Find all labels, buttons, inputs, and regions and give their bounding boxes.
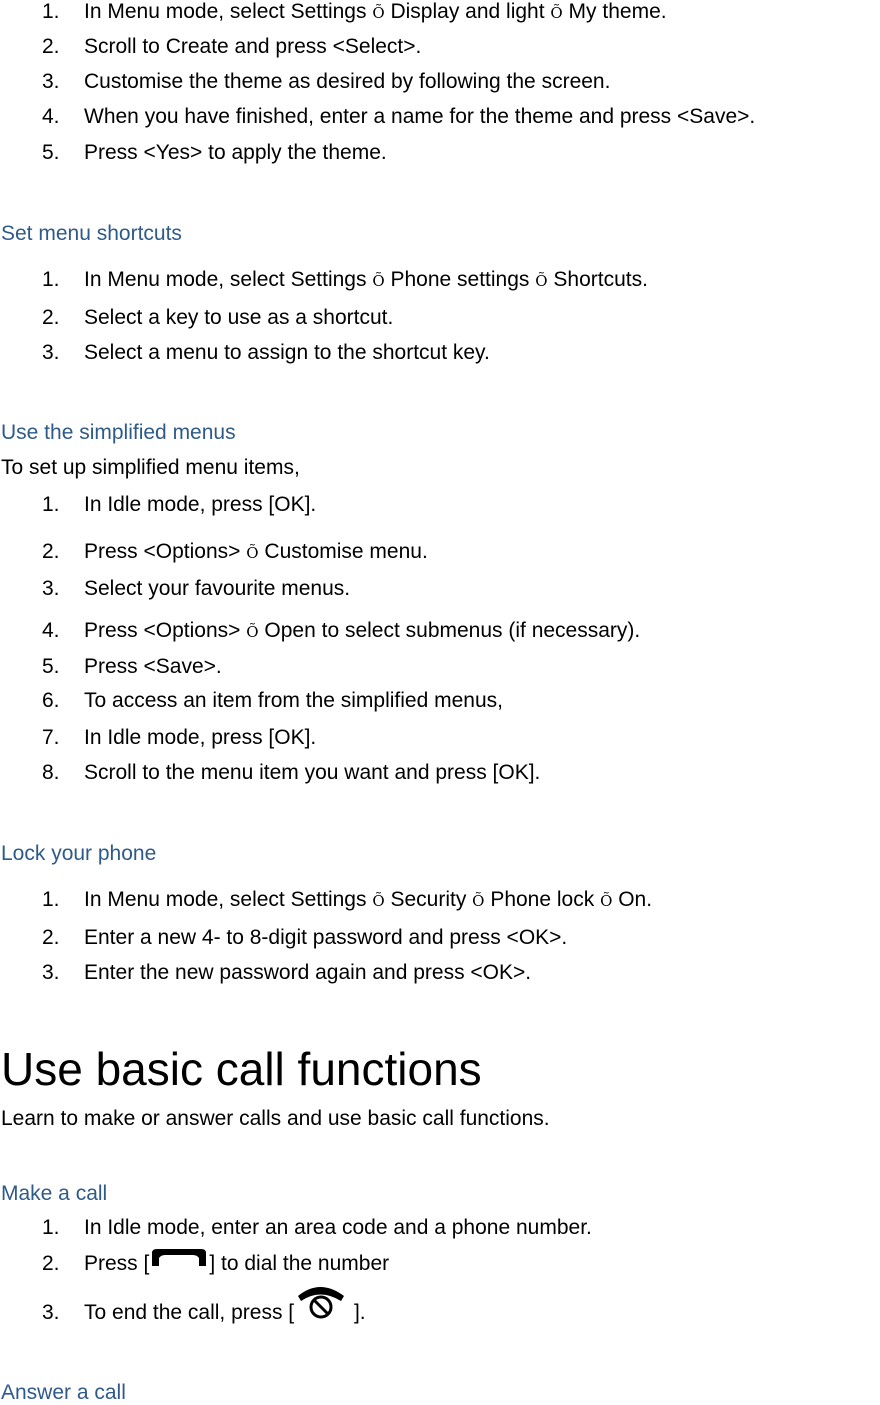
- arrow-icon: Õ: [372, 272, 385, 290]
- arrow-icon: Õ: [535, 272, 548, 290]
- list-number: 4.: [42, 619, 60, 642]
- list-item: In Idle mode, enter an area code and a phone number.: [84, 1216, 592, 1239]
- list-item: Press <Options> Õ Open to select submenus (if necessary).: [84, 619, 641, 642]
- list-item: Select a key to use as a shortcut.: [84, 306, 394, 329]
- arrow-icon: Õ: [246, 544, 259, 562]
- list-item: To end the call, press [ ].: [84, 1301, 366, 1325]
- arrow-icon: Õ: [600, 892, 613, 910]
- list-item: Press <Options> Õ Customise menu.: [84, 540, 428, 563]
- section-heading: Answer a call: [1, 1381, 126, 1404]
- list-item: Enter a new 4- to 8-digit password and press <OK>.: [84, 926, 568, 949]
- list-item: Select a menu to assign to the shortcut key.: [84, 341, 490, 364]
- arrow-icon: Õ: [550, 4, 563, 22]
- arrow-icon: Õ: [472, 892, 485, 910]
- list-number: 3.: [42, 341, 60, 364]
- list-item: Scroll to the menu item you want and press [OK].: [84, 761, 541, 784]
- arrow-icon: Õ: [372, 892, 385, 910]
- list-number: 2.: [42, 35, 60, 58]
- list-number: 2.: [42, 1252, 60, 1275]
- end-key-icon: [294, 1282, 348, 1322]
- arrow-icon: Õ: [372, 4, 385, 22]
- list-item: Press <Yes> to apply the theme.: [84, 141, 387, 164]
- list-item: In Menu mode, select Settings Õ Phone settings Õ Shortcuts.: [84, 268, 648, 291]
- list-item: In Menu mode, select Settings Õ Display and light Õ My theme.: [84, 0, 667, 23]
- dial-key-icon: [149, 1246, 209, 1272]
- list-item: In Idle mode, press [OK].: [84, 726, 317, 749]
- section-heading: Lock your phone: [1, 842, 157, 865]
- list-number: 3.: [42, 577, 60, 600]
- list-number: 2.: [42, 926, 60, 949]
- list-item: In Menu mode, select Settings Õ Security Õ Phone lock Õ On.: [84, 888, 653, 911]
- list-number: 5.: [42, 655, 60, 678]
- list-item: Select your favourite menus.: [84, 577, 351, 600]
- section-heading: Use the simplified menus: [1, 421, 236, 444]
- list-number: 3.: [42, 1301, 60, 1324]
- intro-text: Learn to make or answer calls and use basic call functions.: [1, 1107, 550, 1130]
- page-title: Use basic call functions: [1, 1043, 482, 1095]
- list-number: 8.: [42, 761, 60, 784]
- section-heading: Set menu shortcuts: [1, 222, 182, 245]
- list-number: 1.: [42, 1216, 60, 1239]
- list-item: Press [ ] to dial the number: [84, 1252, 389, 1276]
- list-number: 1.: [42, 268, 60, 291]
- arrow-icon: Õ: [246, 623, 259, 641]
- section-heading: Make a call: [1, 1182, 108, 1205]
- list-number: 7.: [42, 726, 60, 749]
- list-number: 4.: [42, 105, 60, 128]
- list-number: 3.: [42, 961, 60, 984]
- list-item: When you have finished, enter a name for the theme and press <Save>.: [84, 105, 756, 128]
- list-number: 3.: [42, 70, 60, 93]
- list-item: Enter the new password again and press <OK>.: [84, 961, 532, 984]
- list-item: Scroll to Create and press <Select>.: [84, 35, 422, 58]
- list-item: Customise the theme as desired by following the screen.: [84, 70, 611, 93]
- list-number: 1.: [42, 888, 60, 911]
- list-number: 1.: [42, 493, 60, 516]
- list-item: In Idle mode, press [OK].: [84, 493, 317, 516]
- list-number: 1.: [42, 0, 60, 23]
- list-item: To access an item from the simplified menus,: [84, 689, 503, 712]
- list-number: 5.: [42, 141, 60, 164]
- list-item: Press <Save>.: [84, 655, 222, 678]
- list-number: 6.: [42, 689, 60, 712]
- list-number: 2.: [42, 540, 60, 563]
- list-number: 2.: [42, 306, 60, 329]
- intro-text: To set up simplified menu items,: [1, 456, 300, 479]
